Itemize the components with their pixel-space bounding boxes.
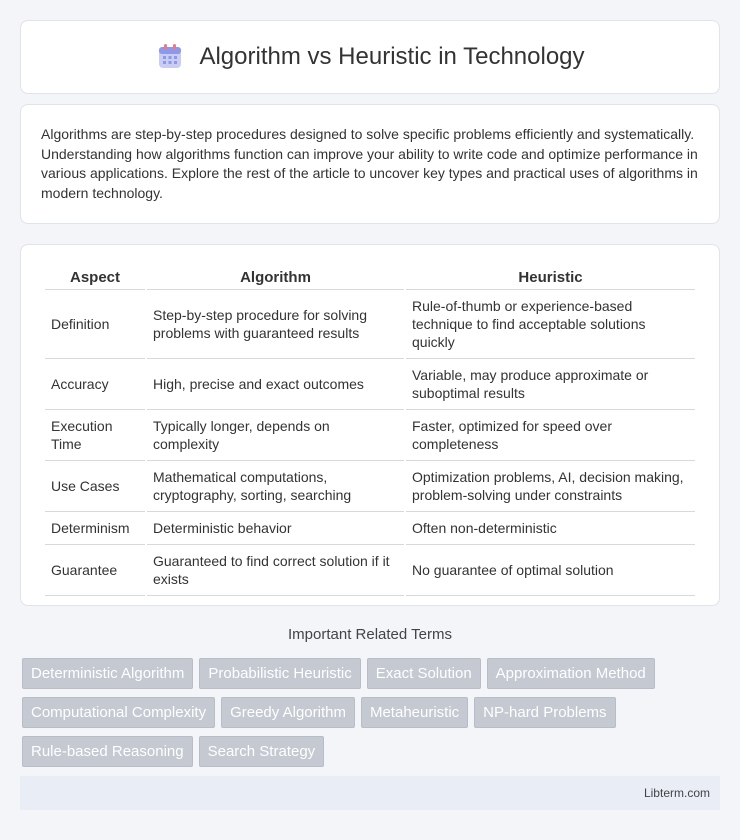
column-header-algorithm: Algorithm	[147, 265, 404, 290]
related-terms-list	[22, 658, 722, 767]
title-wrap	[155, 42, 584, 72]
related-term-tag[interactable]: Search Strategy	[199, 736, 325, 767]
intro-card	[20, 104, 720, 224]
cell-heuristic: Optimization problems, AI, decision making, problem-solving under constraints	[406, 461, 695, 512]
cell-algorithm: High, precise and exact outcomes	[147, 359, 404, 410]
cell-aspect: Determinism	[45, 512, 145, 545]
table-row	[45, 461, 695, 512]
cell-heuristic: Variable, may produce approximate or suboptimal results	[406, 359, 695, 410]
comparison-table-card	[20, 244, 720, 606]
table-header-row	[45, 265, 695, 290]
related-term-tag[interactable]: Computational Complexity	[22, 697, 215, 728]
cell-aspect: Execution Time	[45, 410, 145, 461]
related-terms-title: Important Related Terms	[288, 626, 452, 643]
cell-heuristic: Rule-of-thumb or experience-based technique to find acceptable solutions quickly	[406, 290, 695, 359]
intro-text: Algorithms are step-by-step procedures designed to solve specific problems efficiently and systematically. Understanding how algorithms function can improve your ability to write code and optimize performance in various applications. Explore the rest of the article to uncover key types and practical uses of algorithms in modern technology.	[41, 126, 698, 201]
cell-aspect: Accuracy	[45, 359, 145, 410]
cell-aspect: Use Cases	[45, 461, 145, 512]
cell-algorithm: Step-by-step procedure for solving problems with guaranteed results	[147, 290, 404, 359]
cell-algorithm: Typically longer, depends on complexity	[147, 410, 404, 461]
cell-aspect: Definition	[45, 290, 145, 359]
calendar-icon	[155, 42, 185, 72]
cell-aspect: Guarantee	[45, 545, 145, 596]
related-term-tag[interactable]: NP-hard Problems	[474, 697, 615, 728]
footer	[20, 776, 720, 810]
page-title: Algorithm vs Heuristic in Technology	[199, 43, 585, 70]
cell-algorithm: Mathematical computations, cryptography, sorting, searching	[147, 461, 404, 512]
related-term-tag[interactable]: Approximation Method	[487, 658, 655, 689]
footer-site-link[interactable]: Libterm.com	[643, 786, 710, 800]
related-term-tag[interactable]: Probabilistic Heuristic	[199, 658, 360, 689]
table-row	[45, 290, 695, 359]
table-row	[45, 410, 695, 461]
cell-algorithm: Guaranteed to find correct solution if it exists	[147, 545, 404, 596]
column-header-heuristic: Heuristic	[406, 265, 695, 290]
cell-heuristic: Faster, optimized for speed over completeness	[406, 410, 695, 461]
table-row	[45, 512, 695, 545]
header-card	[20, 20, 720, 94]
related-term-tag[interactable]: Exact Solution	[367, 658, 481, 689]
table-row	[45, 545, 695, 596]
column-header-aspect: Aspect	[45, 265, 145, 290]
table-row	[45, 359, 695, 410]
cell-algorithm: Deterministic behavior	[147, 512, 404, 545]
related-term-tag[interactable]: Deterministic Algorithm	[22, 658, 193, 689]
related-term-tag[interactable]: Metaheuristic	[361, 697, 468, 728]
cell-heuristic: No guarantee of optimal solution	[406, 545, 695, 596]
cell-heuristic: Often non-deterministic	[406, 512, 695, 545]
related-term-tag[interactable]: Greedy Algorithm	[221, 697, 355, 728]
related-term-tag[interactable]: Rule-based Reasoning	[22, 736, 193, 767]
comparison-table	[43, 265, 697, 596]
